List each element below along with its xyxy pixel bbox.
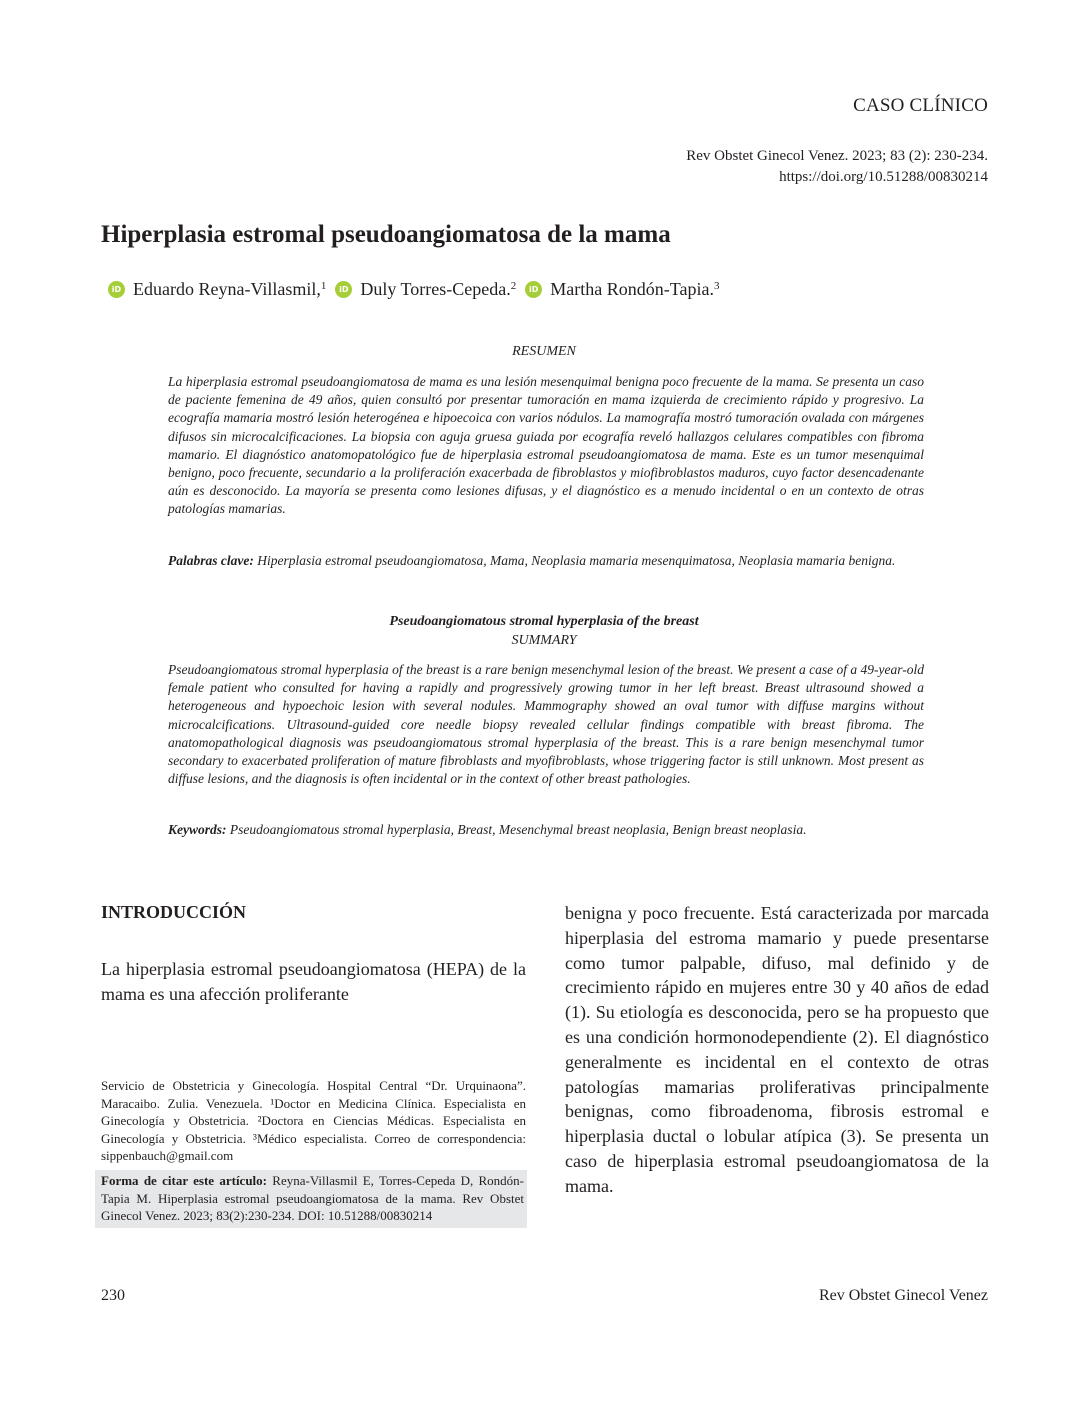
footer-journal: Rev Obstet Ginecol Venez bbox=[819, 1287, 988, 1304]
resumen-text: La hiperplasia estromal pseudoangiomatosa de mama es una lesión mesenquimal benigna poco frecuente de la mama. Se presenta un caso de paciente femenina de 49 años, quien consultó por presentar tumoración en mama izquierda de crecimiento rápido y progresivo. La ecografía mamaria mostró lesión heterogénea e hipoecoica con varios nódulos. La mamografía mostró tumoración ovalada con márgenes difusos sin microcalcificaciones. La biopsia con aguja gruesa guiada por ecografía reveló hallazgos celulares compatibles con fibroma mamario. El diagnóstico anatomopatológico fue de hiperplasia estromal pseudoangiomatosa de mama. Este es un tumor mesenquimal benigno, poco frecuente, secundario a la proliferación exacerbada de fibroblastos y miofibroblastos maduros, cuyo factor desencadenante aún es desconocido. La mayoría se presenta como lesiones difusas, y el diagnóstico es a menudo incidental o en un contexto de otras patologías mamarias. bbox=[168, 374, 924, 517]
author-list bbox=[108, 279, 719, 300]
section-label: CASO CLÍNICO bbox=[853, 95, 988, 116]
page-number: 230 bbox=[101, 1287, 125, 1304]
keywords-es-list: Hiperplasia estromal pseudoangiomatosa, Mama, Neoplasia mamaria mesenquimatosa, Neoplasia mamaria benigna. bbox=[253, 553, 896, 568]
intro-paragraph-right: benigna y poco frecuente. Está caracterizada por marcada hiperplasia del estroma mamario y puede presentarse como tumor palpable, difuso, mal definido y de crecimiento rápido en mujeres entre 30 y 40 años de edad (1). Su etiología es desconocida, pero se ha propuesto que es una condición hormonodependiente (2). El diagnóstico generalmente es incidental en el contexto de otras patologías mamarias proliferativas principalmente benignas, como fibroadenoma, fibrosis estromal e hiperplasia ductal o lobular atípica (3). Se presenta un caso de hiperplasia estromal pseudoangiomatosa de la mama. bbox=[565, 903, 989, 1196]
orcid-icon[interactable]: iD bbox=[108, 281, 125, 298]
orcid-icon[interactable]: iD bbox=[335, 281, 352, 298]
intro-heading: INTRODUCCIÓN bbox=[101, 902, 247, 922]
journal-citation: Rev Obstet Ginecol Venez. 2023; 83 (2): 230-234. bbox=[686, 148, 988, 164]
how-to-cite-label: Forma de citar este artículo: bbox=[101, 1173, 267, 1188]
article-title: Hiperplasia estromal pseudoangiomatosa de la mama bbox=[101, 221, 671, 248]
keywords-en-list: Pseudoangiomatous stromal hyperplasia, Breast, Mesenchymal breast neoplasia, Benign breast neoplasia. bbox=[226, 822, 807, 837]
summary-text: Pseudoangiomatous stromal hyperplasia of the breast is a rare benign mesenchymal lesion of the breast. We present a case of a 49-year-old female patient who consulted for having a rapidly and progressively growing tumor in her left breast. Breast ultrasound showed a heterogeneous and hypoechoic lesion with several nodules. Mammography showed an oval tumor with diffuse margins without microcalcifications. Ultrasound-guided core needle biopsy revealed cellular findings compatible with breast fibroma. The anatomopathological diagnosis was pseudoangiomatous stromal hyperplasia of the breast. This is a rare benign mesenchymal tumor secondary to exacerbated proliferation of mature fibroblasts and myofibroblasts, whose triggering factor is still unknown. Most present as diffuse lesions, and the diagnosis is often incidental or in the context of other breast pathologies. bbox=[168, 662, 924, 787]
keywords-en-label: Keywords: bbox=[168, 822, 227, 837]
keywords-en bbox=[168, 821, 924, 839]
resumen-heading: RESUMEN bbox=[512, 344, 576, 359]
summary-heading: SUMMARY bbox=[511, 633, 577, 648]
how-to-cite bbox=[101, 1172, 524, 1225]
author-1: Eduardo Reyna-Villasmil,$^1$ bbox=[133, 279, 327, 299]
orcid-icon[interactable]: iD bbox=[525, 281, 542, 298]
doi-link[interactable]: https://doi.org/10.51288/00830214 bbox=[779, 169, 988, 185]
how-to-cite-text: Reyna-Villasmil E, Torres-Cepeda D, Rondón-Tapia M. Hiperplasia estromal pseudoangiomatosa de la mama. Rev Obstet Ginecol Venez. 2023; 83(2):230-234. DOI: 10.51288/00830214 bbox=[101, 1173, 524, 1223]
keywords-es bbox=[168, 552, 924, 570]
author-3: Martha Rondón-Tapia.$^3$ bbox=[550, 279, 720, 299]
intro-paragraph-left: La hiperplasia estromal pseudoangiomatosa (HEPA) de la mama es una afección proliferante bbox=[101, 959, 526, 1004]
summary-title: Pseudoangiomatous stromal hyperplasia of the breast bbox=[389, 614, 699, 629]
affiliation-note: Servicio de Obstetricia y Ginecología. Hospital Central “Dr. Urquinaona”. Maracaibo. Zulia. Venezuela. ¹Doctor en Medicina Clínica. Especialista en Ginecología y Obstetricia. ²Doctora en Ciencias Médicas. Especialista en Ginecología y Obstetricia. ³Médico especialista. Correo de correspondencia: sippenbauch@gmail.com bbox=[101, 1078, 526, 1163]
keywords-es-label: Palabras clave: bbox=[168, 553, 254, 568]
author-2: Duly Torres-Cepeda.$^2$ bbox=[360, 279, 517, 299]
